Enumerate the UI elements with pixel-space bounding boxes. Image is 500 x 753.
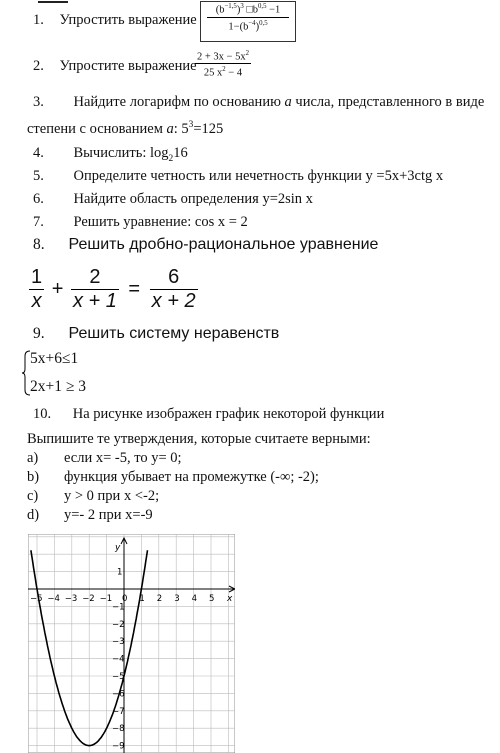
task-text: Определите четность или нечетность функции y =5x+3ctg x: [73, 168, 444, 184]
y-tick-label: −9: [112, 741, 125, 752]
expression-1: $(b^{-1,5})^3$ $□b^{0,5} -1$ $1-(b^{-4})^{0,5}$: [200, 1, 296, 42]
task-1: [33, 12, 197, 29]
y-tick-label: −5: [112, 672, 125, 682]
statement-c: c) y > 0 при x <-2;: [27, 488, 160, 504]
system-line-2: 2x+1 ≥ 3: [30, 378, 86, 395]
x-tick-label: −4: [47, 594, 60, 604]
task-6: [33, 191, 313, 208]
task-7: [33, 214, 248, 231]
x-tick-label: −1: [99, 594, 113, 604]
y-tick-label: 1: [117, 567, 123, 578]
task-text: Найдите область определения y=2sin x: [73, 191, 313, 207]
y-axis-label: y: [115, 543, 121, 553]
task-text: Решить уравнение: cos x = 2: [73, 214, 248, 230]
task-text: На рисунке изображен график некоторой функции: [72, 406, 385, 422]
statement-a: a) если x= -5, то y= 0;: [27, 450, 182, 466]
task-number: 9.: [33, 325, 45, 342]
x-tick-label: −5: [30, 594, 43, 604]
task-4: 4. Вычислить: $\log_216$: [33, 145, 188, 164]
task-10: [33, 406, 384, 423]
x-tick-label: 3: [174, 594, 180, 604]
y-tick-label: −2: [112, 619, 125, 630]
statement-d: d) y=- 2 при x=-9: [27, 507, 153, 523]
fraction-2: $\frac{2}{x + 1}$: [72, 266, 117, 312]
y-tick-label: −4: [112, 654, 125, 665]
top-cut-line: [38, 0, 68, 3]
task-number: 1.: [33, 12, 44, 28]
task-number: 3.: [33, 94, 44, 110]
x-axis-label: x: [227, 594, 233, 604]
x-tick-label: 0: [122, 594, 128, 604]
x-tick-label: 4: [191, 594, 198, 604]
task-number: 10.: [33, 406, 52, 422]
task-number: 2.: [33, 58, 44, 74]
task-9: [33, 325, 279, 343]
task-number: 8.: [33, 236, 45, 253]
x-tick-label: 5: [209, 594, 215, 604]
task-3: 3. Найдите логарифм по основанию а числа, представленного в виде: [33, 94, 485, 110]
equation-8: $\frac{1}{x}$ + $\frac{2}{x + 1}$ = $\frac{6}{x + 2}$: [31, 266, 196, 312]
y-tick-label: −1: [112, 602, 125, 613]
task-8: [33, 236, 378, 254]
statements-intro: Выпишите те утверждения, которые считаете верными:: [27, 431, 371, 447]
task-5: [33, 168, 443, 185]
statement-b: b) функция убывает на промежутке (-∞; -2);: [27, 469, 319, 485]
x-tick-label: 1: [139, 594, 145, 604]
task-number: 6.: [33, 191, 44, 207]
task-number: 5.: [33, 168, 44, 184]
task-text: Упростите выражение: [59, 58, 197, 74]
task-number: 4.: [33, 145, 44, 161]
fraction-3: $\frac{6}{x + 2}$: [151, 266, 196, 312]
task-text: Решить систему неравенств: [68, 325, 280, 342]
task-number: 7.: [33, 214, 44, 230]
x-tick-label: −2: [82, 594, 95, 604]
fraction-1: $\frac{1}{x}$: [31, 266, 43, 312]
y-tick-label: −6: [112, 689, 125, 700]
task-2: [33, 58, 197, 75]
task-text: Решить дробно-рациональное уравнение: [68, 236, 379, 253]
y-tick-label: −7: [112, 706, 125, 717]
y-tick-label: −3: [112, 637, 125, 648]
system-line-1: 5x+6≤1: [30, 350, 79, 367]
task-3-line2: степени с основанием а: $5^3=125$: [27, 120, 224, 137]
expression-2: $2 + 3x - 5x^2$ 25 $x^2 - 4$: [197, 50, 249, 78]
function-graph: [28, 534, 235, 753]
task-text: Упростить выражение: [59, 12, 197, 28]
x-tick-label: 2: [156, 594, 163, 604]
x-tick-label: −3: [64, 594, 78, 604]
y-tick-label: −8: [112, 724, 125, 735]
